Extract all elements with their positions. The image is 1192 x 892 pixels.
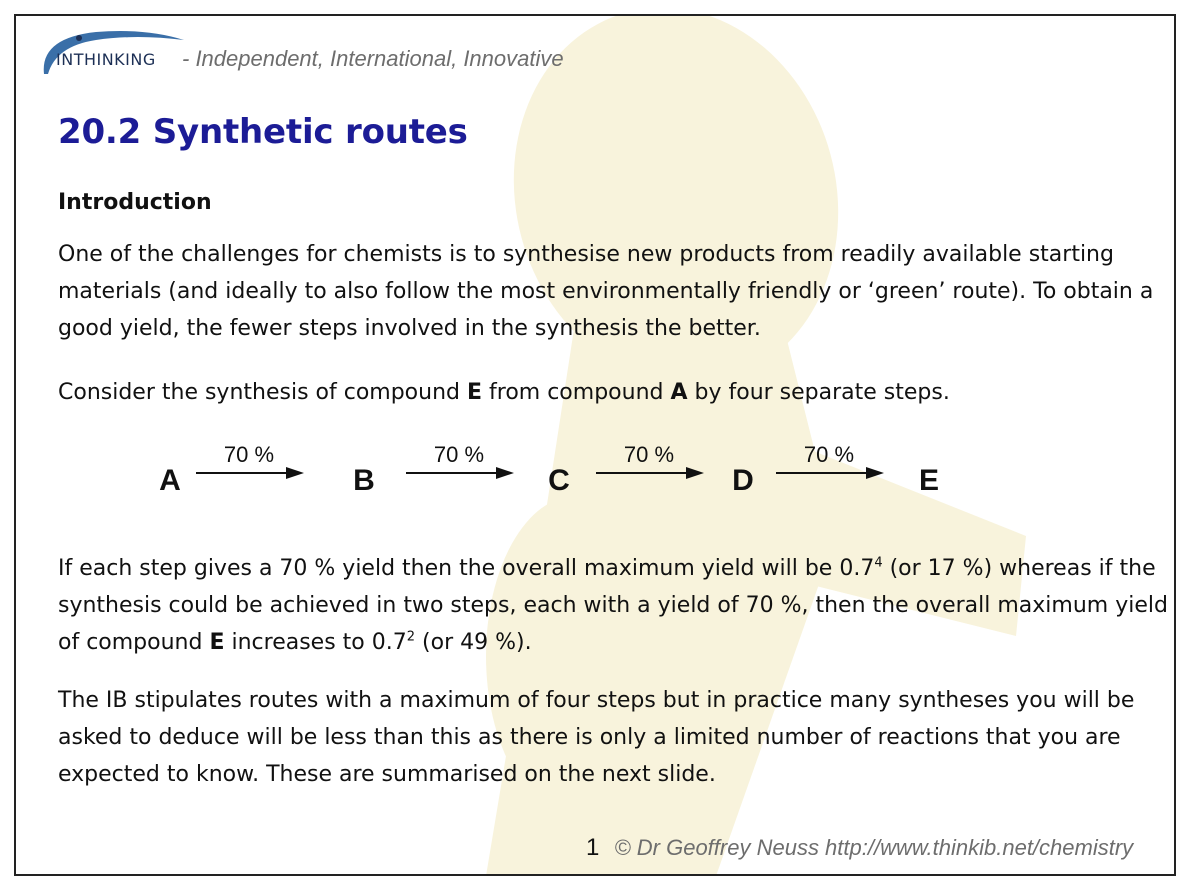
- text-run: increases to 0.7: [224, 630, 407, 655]
- page-number: 1: [586, 834, 600, 861]
- scheme-intro-paragraph: [58, 374, 1168, 411]
- compound-e: E: [918, 464, 939, 497]
- step-yield-1: 70 %: [223, 442, 275, 467]
- footer: [586, 834, 1133, 862]
- logo-wordmark: INTHINKING: [56, 50, 156, 69]
- compound-label: E: [467, 380, 483, 405]
- compound-c: C: [548, 464, 570, 497]
- tagline: - Independent, International, Innovative: [182, 46, 564, 71]
- text-run: (or 49 %).: [415, 630, 532, 655]
- compound-d: D: [732, 464, 754, 497]
- text-run: Consider the synthesis of compound: [58, 380, 467, 405]
- reaction-arrow-icon: [194, 466, 306, 480]
- text-run: by four separate steps.: [687, 380, 950, 405]
- compound-b: B: [353, 464, 375, 497]
- reaction-arrow-icon: [404, 466, 516, 480]
- slide: [14, 14, 1176, 876]
- yield-explanation-paragraph: [58, 550, 1168, 661]
- header: [36, 26, 736, 76]
- intro-paragraph: One of the challenges for chemists is to synthesise new products from readily available starting materials (and ideally to also follow the most environmentally friendly or ‘green’ route). To obtain a good yield, the fewer steps involved in the synthesis the better.: [58, 242, 1154, 341]
- reaction-arrow-icon: [774, 466, 886, 480]
- copyright-notice: © Dr Geoffrey Neuss http://www.thinkib.net/chemistry: [614, 835, 1134, 860]
- text-run: from compound: [482, 380, 671, 405]
- ib-requirements-paragraph: The IB stipulates routes with a maximum of four steps but in practice many syntheses you will be asked to deduce will be less than this as there is only a limited number of reactions that you are expected to know. These are summarised on the next slide.: [58, 688, 1135, 787]
- step-yield-3: 70 %: [623, 442, 675, 467]
- reaction-scheme: [16, 436, 1176, 516]
- reaction-arrow-icon: [594, 466, 706, 480]
- step-yield-2: 70 %: [433, 442, 485, 467]
- compound-label: E: [209, 630, 225, 655]
- compound-label: A: [670, 380, 688, 405]
- compound-a: A: [159, 464, 181, 497]
- step-yield-4: 70 %: [803, 442, 855, 467]
- text-run: If each step gives a 70 % yield then the overall maximum yield will be 0.7: [58, 556, 875, 581]
- page-title: 20.2 Synthetic routes: [58, 112, 468, 152]
- text-run: (or 17 %) whereas if the synthesis could be achieved in two steps, each with a yield of 70 %, then the overall maximum yield of compound: [58, 556, 1168, 655]
- exponent: 4: [874, 555, 883, 571]
- exponent: 2: [406, 629, 416, 645]
- section-heading: Introduction: [58, 190, 212, 215]
